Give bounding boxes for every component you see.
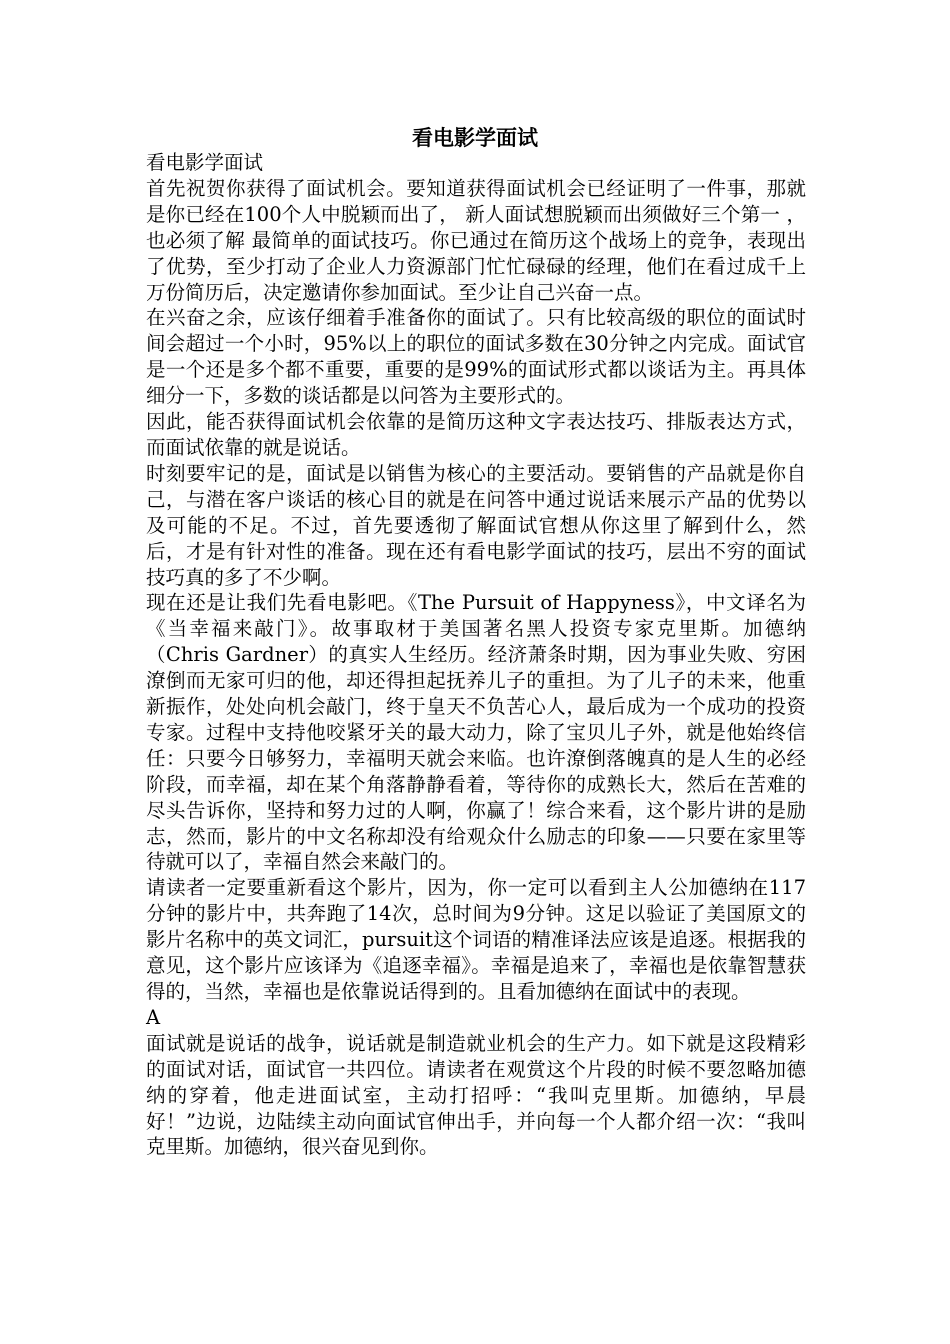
document-title: 看电影学面试: [412, 125, 538, 150]
paragraph: 面试就是说话的战争，说话就是制造就业机会的生产力。如下就是这段精彩的面试对话，面试官一共四位。请读者在观赏这个片段的时候不要忽略加德纳的穿着，他走进面试室，主动打招呼：“我叫克里斯。加德纳，早晨好！”边说，边陆续主动向面试官伸出手，并向每一个人都介绍一次：“我叫克里斯。加德纳，很兴奋见到你。: [146, 1031, 806, 1159]
paragraph: 首先祝贺你获得了面试机会。要知道获得面试机会已经证明了一件事，那就是你已经在100个人中脱颖而出了， 新人面试想脱颖而出须做好三个第一 ，也必须了解 最简单的面试技巧。你已通过在简历这个战场上的竞争，表现出了优势，至少打动了企业人力资源部门忙忙碌碌的经理，他们在看过成千上万份简历后，决定邀请你参加面试。至少让自己兴奋一点。: [146, 176, 806, 304]
paragraph: 请读者一定要重新看这个影片，因为，你一定可以看到主人公加德纳在117分钟的影片中，共奔跑了14次，总时间为9分钟。这足以验证了美国原文的影片名称中的英文词汇，pursuit这个词语的精准译法应该是追逐。根据我的意见，这个影片应该译为《追逐幸福》。幸福是追来了，幸福也是依靠智慧获得的，当然，幸福也是依靠说话得到的。且看加德纳在面试中的表现。: [146, 876, 806, 1003]
paragraph: 在兴奋之余，应该仔细着手准备你的面试了。只有比较高级的职位的面试时间会超过一个小时，95%以上的职位的面试多数在30分钟之内完成。面试官是一个还是多个都不重要，重要的是99%的面试形式都以谈话为主。再具体细分一下，多数的谈话都是以问答为主要形式的。: [146, 306, 806, 408]
paragraph-subtitle: 看电影学面试: [146, 151, 264, 174]
paragraph: 现在还是让我们先看电影吧。《The Pursuit of Happyness》，中文译名为《当幸福来敲门》。故事取材于美国著名黑人投资专家克里斯。加德纳（Chris Gardner）的真实人生经历。经济萧条时期，因为事业失败、穷困潦倒而无家可归的他，却还得担起抚养儿子的重担。为了儿子的未来，他重新振作，处处向机会敲门，终于皇天不负苦心人，最后成为一个成功的投资专家。过程中支持他咬紧牙关的最大动力，除了宝贝儿子外，就是他始终信任：只要今日够努力，幸福明天就会来临。也许潦倒落魄真的是人生的必经阶段，而幸福，却在某个角落静静看着，等待你的成熟长大，然后在苦难的尽头告诉你，坚持和努力过的人啊，你赢了！综合来看，这个影片讲的是励志，然而，影片的中文名称却没有给观众什么励志的印象——只要在家里等待就可以了，幸福自然会来敲门的。: [146, 591, 806, 874]
document-body: [146, 150, 806, 1160]
paragraph: 时刻要牢记的是，面试是以销售为核心的主要活动。要销售的产品就是你自己，与潜在客户谈话的核心目的就是在问答中通过说话来展示产品的优势以及可能的不足。不过，首先要透彻了解面试官想从你这里了解到什么，然后，才是有针对性的准备。现在还有看电影学面试的技巧，层出不穷的面试技巧真的多了不少啊。: [146, 461, 806, 589]
section-marker: A: [146, 1005, 161, 1029]
paragraph: 因此，能否获得面试机会依靠的是简历这种文字表达技巧、排版表达方式，而面试依靠的就是说话。: [146, 410, 806, 459]
